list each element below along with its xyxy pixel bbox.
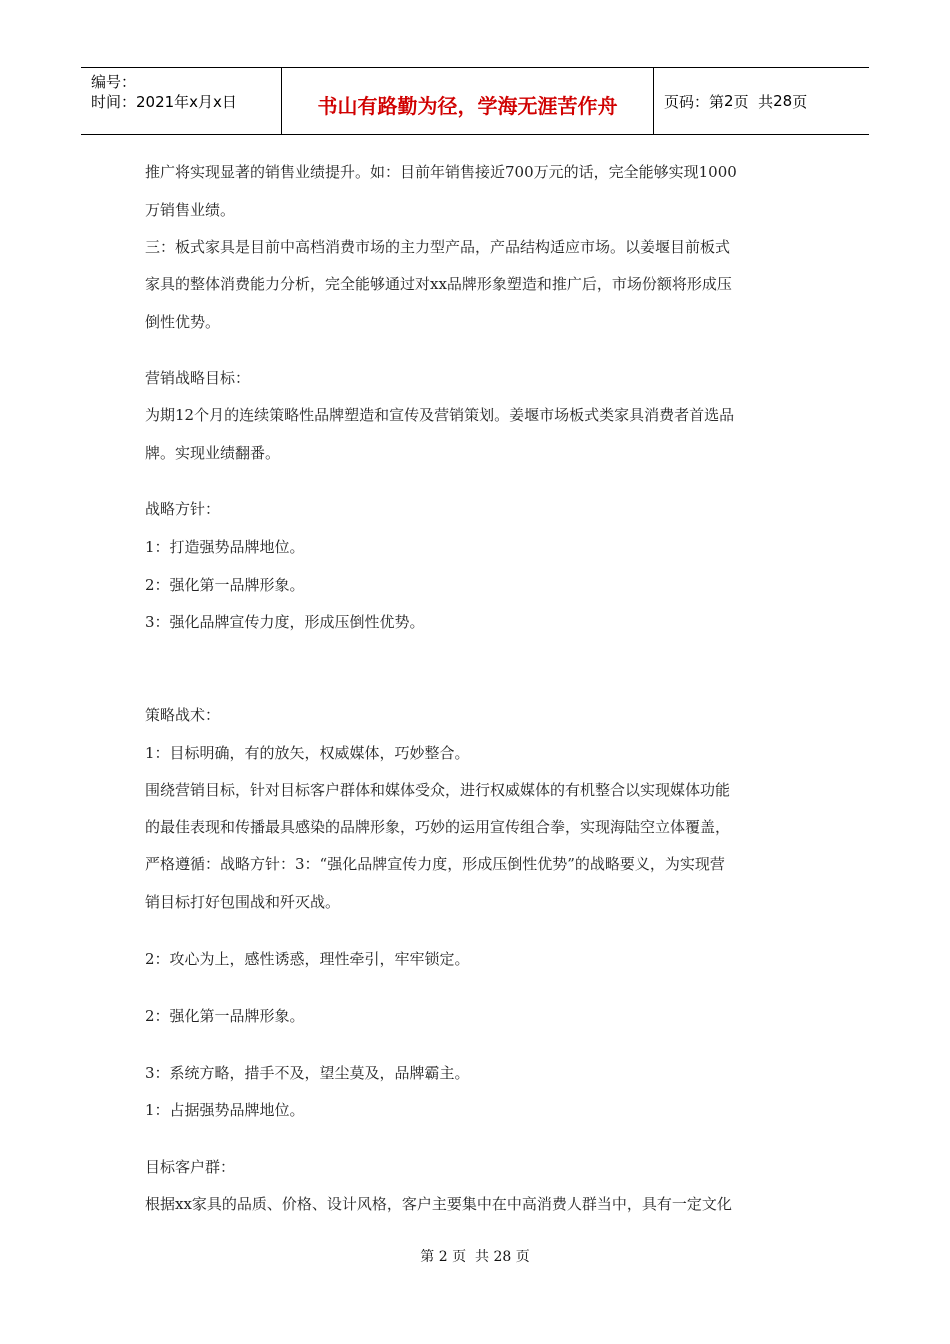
text-line: 家具的整体消费能力分析，完全能够通过对xx品牌形象塑造和推广后，市场份额将形成压 [145,275,732,293]
list-item: 3：系统方略，措手不及，望尘莫及，品牌霸主。 [145,1064,470,1082]
text-line: 为期12个月的连续策略性品牌塑造和宣传及营销策划。姜堰市场板式类家具消费者首选品 [145,406,735,424]
list-item: 2：攻心为上，感性诱惑，理性牵引，牢牢锁定。 [145,950,470,968]
text-line: 销目标打好包围战和歼灭战。 [145,893,341,911]
section-heading: 目标客户群： [145,1158,236,1176]
list-item: 2：强化第一品牌形象。 [145,1007,305,1025]
page-label: 页码：第 [664,92,725,111]
list-item: 3：强化品牌宣传力度，形成压倒性优势。 [145,613,425,631]
header-page-info [654,68,869,134]
text-line: 牌。实现业绩翻番。 [145,444,281,462]
text-line: 三：板式家具是目前中高档消费市场的主力型产品，产品结构适应市场。以姜堰目前板式 [145,238,731,256]
serial-number-label: 编号： [91,73,137,91]
text-line: 万销售业绩。 [145,201,236,219]
page-number: 2 [724,92,734,110]
page-footer [0,1246,950,1266]
page-header [81,67,869,135]
section-heading: 战略方针： [145,500,221,518]
page-mid: 页 共 [733,92,774,111]
footer-page-number: 2 [438,1249,448,1265]
text-line: 的最佳表现和传播最具感染的品牌形象，巧妙的运用宣传组合拳，实现海陆空立体覆盖， [145,818,731,836]
list-item: 1：目标明确，有的放矢，权威媒体，巧妙整合。 [145,744,470,762]
text-line: 根据xx家具的品质、价格、设计风格，客户主要集中在中高消费人群当中，具有一定文化 [145,1195,732,1213]
text-line: 倒性优势。 [145,313,221,331]
list-item: 2：强化第一品牌形象。 [145,576,305,594]
section-heading: 策略战术： [145,706,221,724]
footer-suffix: 页 [515,1249,530,1265]
header-motto: 书山有路勤为径，学海无涯苦作舟 [281,68,654,134]
footer-prefix: 第 [420,1249,435,1265]
header-meta [81,68,281,134]
text-line: 围绕营销目标，针对目标客户群体和媒体受众，进行权威媒体的有机整合以实现媒体功能 [145,781,731,799]
section-heading: 营销战略目标： [145,369,251,387]
list-item: 1：占据强势品牌地位。 [145,1101,305,1119]
text-line: 严格遵循：战略方针：3：“强化品牌宣传力度，形成压倒性优势”的战略要义，为实现营 [145,855,725,873]
footer-mid: 页 共 [452,1249,489,1265]
page-total: 28 [773,92,793,110]
footer-total: 28 [493,1249,512,1265]
date-label: 时间：2021年x月x日 [91,93,237,111]
page-end: 页 [792,92,808,111]
list-item: 1：打造强势品牌地位。 [145,538,305,556]
text-line: 推广将实现显著的销售业绩提升。如：目前年销售接近700万元的话，完全能够实现1000 [145,163,737,181]
